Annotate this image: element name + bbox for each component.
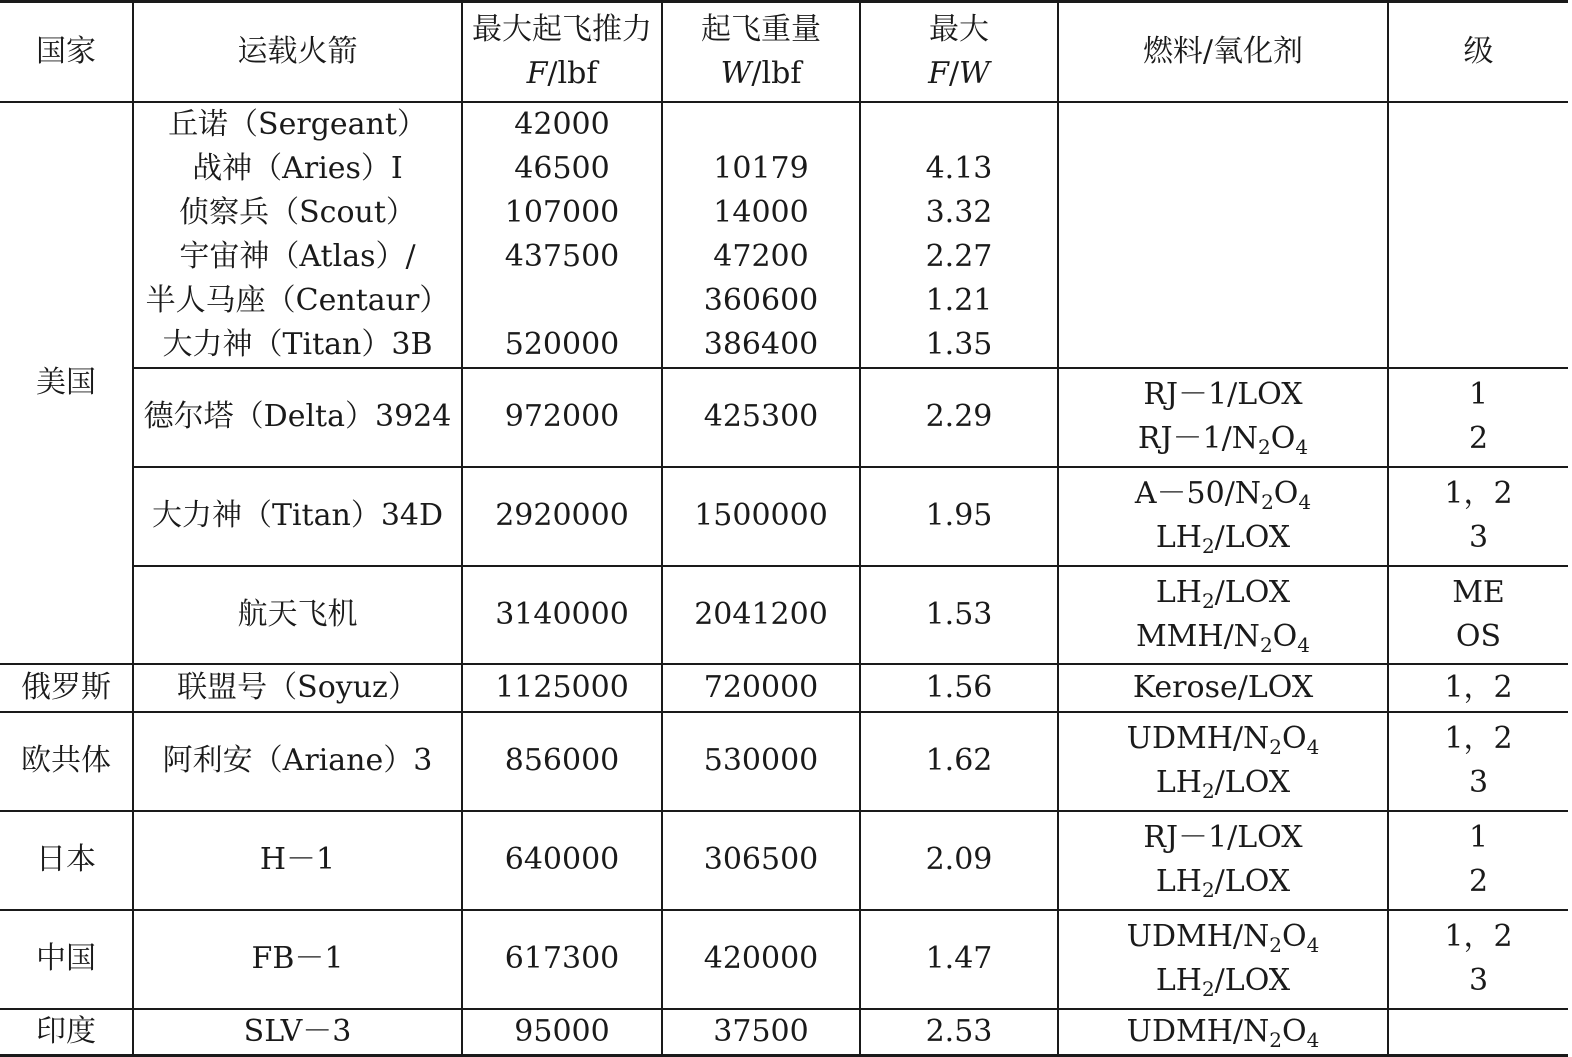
rocket-name: 半人马座（Centaur） bbox=[145, 282, 450, 318]
thrust-value: 2920000 bbox=[462, 467, 662, 566]
country-cell-usa: 美国 bbox=[0, 102, 133, 664]
weight-value: 425300 bbox=[662, 368, 860, 467]
header-stage: 级 bbox=[1388, 2, 1568, 102]
stage-value: 3 bbox=[1468, 963, 1489, 998]
table-row bbox=[0, 910, 1568, 1009]
table-row bbox=[0, 467, 1568, 566]
fuel-cell bbox=[1058, 467, 1388, 566]
stage-cell bbox=[1388, 102, 1568, 368]
table-row bbox=[0, 102, 1568, 368]
rocket-name: 侦察兵（Scout） bbox=[179, 194, 416, 230]
thrust-value: 3140000 bbox=[462, 566, 662, 664]
rocket-name: FB－1 bbox=[133, 910, 462, 1009]
header-ratio bbox=[860, 2, 1058, 102]
stage-value: 1 bbox=[1468, 377, 1489, 412]
thrust-value: 972000 bbox=[462, 368, 662, 467]
ratio-value: 3.32 bbox=[925, 194, 993, 230]
fuel-value: $RJ-1/N_2O_4$ bbox=[1137, 421, 1309, 459]
rocket-name: 丘诺（Sergeant） bbox=[168, 106, 427, 142]
weight-value: 10179 bbox=[713, 150, 809, 186]
header-ratio-label: 最大 bbox=[929, 11, 989, 47]
stage-value: 2 bbox=[1468, 421, 1489, 456]
ratio-value: 1.21 bbox=[925, 282, 993, 318]
rocket-name: 宇宙神（Atlas）/ bbox=[179, 238, 416, 274]
ratio-list-cell bbox=[860, 102, 1058, 368]
fuel-value: Kerose/LOX bbox=[1058, 664, 1388, 712]
stage-value: 1，2 bbox=[1444, 721, 1513, 756]
ratio-value: 1.62 bbox=[860, 712, 1058, 811]
fuel-value: $LH_2$/LOX bbox=[1155, 520, 1291, 558]
ratio-value: 1.53 bbox=[860, 566, 1058, 664]
fuel-cell bbox=[1058, 102, 1388, 368]
rocket-name: 联盟号（Soyuz） bbox=[133, 664, 462, 712]
ratio-value: 2.27 bbox=[925, 238, 993, 274]
thrust-list-cell bbox=[462, 102, 662, 368]
weight-value: 47200 bbox=[713, 238, 809, 274]
thrust-value: 46500 bbox=[514, 150, 610, 186]
rocket-name: 航天飞机 bbox=[133, 566, 462, 664]
header-thrust bbox=[462, 2, 662, 102]
header-ratio-unit: F/W bbox=[928, 55, 990, 91]
thrust-value: 107000 bbox=[504, 194, 620, 230]
ratio-value: 1.95 bbox=[860, 467, 1058, 566]
header-fuel: 燃料/氧化剂 bbox=[1058, 2, 1388, 102]
weight-value: 360600 bbox=[703, 282, 819, 318]
header-weight-unit: W/lbf bbox=[720, 55, 802, 91]
header-weight bbox=[662, 2, 860, 102]
weight-value: 1500000 bbox=[662, 467, 860, 566]
stage-value: 1，2 bbox=[1444, 919, 1513, 954]
stage-cell bbox=[1388, 910, 1568, 1009]
fuel-value: UDMH/$N_2O_4$ bbox=[1126, 721, 1320, 759]
thrust-value: 42000 bbox=[514, 106, 610, 142]
country-cell-japan: 日本 bbox=[0, 811, 133, 910]
stage-value: 2 bbox=[1468, 864, 1489, 899]
weight-list-cell bbox=[662, 102, 860, 368]
weight-value bbox=[663, 103, 859, 147]
country-cell-china: 中国 bbox=[0, 910, 133, 1009]
thrust-value: 437500 bbox=[504, 238, 620, 274]
thrust-value: 640000 bbox=[462, 811, 662, 910]
fuel-value: $LH_2$/LOX bbox=[1155, 574, 1291, 613]
rocket-name: SLV－3 bbox=[133, 1009, 462, 1056]
weight-value: 306500 bbox=[662, 811, 860, 910]
fuel-cell bbox=[1058, 566, 1388, 664]
ratio-value: 1.56 bbox=[860, 664, 1058, 712]
country-cell-russia: 俄罗斯 bbox=[0, 664, 133, 712]
fuel-value: UDMH/$N_2O_4$ bbox=[1126, 919, 1320, 957]
weight-value: 37500 bbox=[662, 1009, 860, 1056]
stage-value: OS bbox=[1455, 618, 1502, 654]
rocket-name: 战神（Aries）I bbox=[192, 150, 403, 186]
header-rocket: 运载火箭 bbox=[133, 2, 462, 102]
ratio-value: 2.29 bbox=[860, 368, 1058, 467]
rocket-name: 大力神（Titan）3B bbox=[162, 326, 433, 362]
table-row bbox=[0, 566, 1568, 664]
fuel-value: MMH/$N_2O_4$ bbox=[1135, 618, 1311, 657]
ratio-value: 2.09 bbox=[860, 811, 1058, 910]
ratio-value: 2.53 bbox=[860, 1009, 1058, 1056]
thrust-value: 520000 bbox=[504, 326, 620, 362]
fuel-value: $LH_2$/LOX bbox=[1155, 963, 1291, 1001]
thrust-value: 617300 bbox=[462, 910, 662, 1009]
country-cell-europe: 欧共体 bbox=[0, 712, 133, 811]
weight-value: 14000 bbox=[713, 194, 809, 230]
rocket-name: 大力神（Titan）34D bbox=[133, 467, 462, 566]
stage-value: 3 bbox=[1468, 520, 1489, 555]
stage-cell bbox=[1388, 566, 1568, 664]
rocket-name: 德尔塔（Delta）3924 bbox=[133, 368, 462, 467]
weight-value: 720000 bbox=[662, 664, 860, 712]
fuel-cell bbox=[1058, 811, 1388, 910]
country-cell-india: 印度 bbox=[0, 1009, 133, 1056]
table-row bbox=[0, 664, 1568, 712]
stage-value: 1 bbox=[1468, 820, 1489, 855]
fuel-value: RJ－1/LOX bbox=[1143, 820, 1303, 855]
stage-cell bbox=[1388, 712, 1568, 811]
rocket-name: 阿利安（Ariane）3 bbox=[133, 712, 462, 811]
stage-cell bbox=[1388, 368, 1568, 467]
thrust-value: 856000 bbox=[462, 712, 662, 811]
table-row bbox=[0, 368, 1568, 467]
stage-value: 1，2 bbox=[1388, 664, 1568, 712]
fuel-value: $LH_2$/LOX bbox=[1155, 864, 1291, 902]
header-country: 国家 bbox=[0, 2, 133, 102]
stage-value: 3 bbox=[1468, 765, 1489, 800]
header-thrust-unit: F/lbf bbox=[526, 55, 598, 91]
thrust-value: 1125000 bbox=[462, 664, 662, 712]
weight-value: 2041200 bbox=[662, 566, 860, 664]
fuel-value: UDMH/$N_2O_4$ bbox=[1058, 1009, 1388, 1056]
fuel-cell bbox=[1058, 712, 1388, 811]
header-thrust-label: 最大起飞推力 bbox=[472, 11, 652, 47]
table-row bbox=[0, 712, 1568, 811]
ratio-value: 1.35 bbox=[925, 326, 993, 362]
weight-value: 420000 bbox=[662, 910, 860, 1009]
ratio-value: 4.13 bbox=[925, 150, 993, 186]
header-weight-label: 起飞重量 bbox=[701, 11, 821, 47]
stage-value: ME bbox=[1452, 574, 1505, 610]
fuel-value: RJ－1/LOX bbox=[1143, 377, 1303, 412]
stage-value bbox=[1388, 1009, 1568, 1056]
weight-value: 530000 bbox=[662, 712, 860, 811]
table-row bbox=[0, 1009, 1568, 1056]
fuel-value: $A-50/N_2O_4$ bbox=[1134, 476, 1312, 514]
fuel-cell bbox=[1058, 368, 1388, 467]
stage-cell bbox=[1388, 467, 1568, 566]
weight-value: 386400 bbox=[703, 326, 819, 362]
stage-cell bbox=[1388, 811, 1568, 910]
rocket-name: H－1 bbox=[133, 811, 462, 910]
rocket-list-cell bbox=[133, 102, 462, 368]
header-row bbox=[0, 2, 1568, 102]
stage-value: 1，2 bbox=[1444, 476, 1513, 511]
thrust-value: 95000 bbox=[462, 1009, 662, 1056]
ratio-value bbox=[861, 103, 1057, 147]
fuel-value: $LH_2$/LOX bbox=[1155, 765, 1291, 803]
thrust-value bbox=[463, 279, 661, 323]
fuel-cell bbox=[1058, 910, 1388, 1009]
ratio-value: 1.47 bbox=[860, 910, 1058, 1009]
table-row bbox=[0, 811, 1568, 910]
